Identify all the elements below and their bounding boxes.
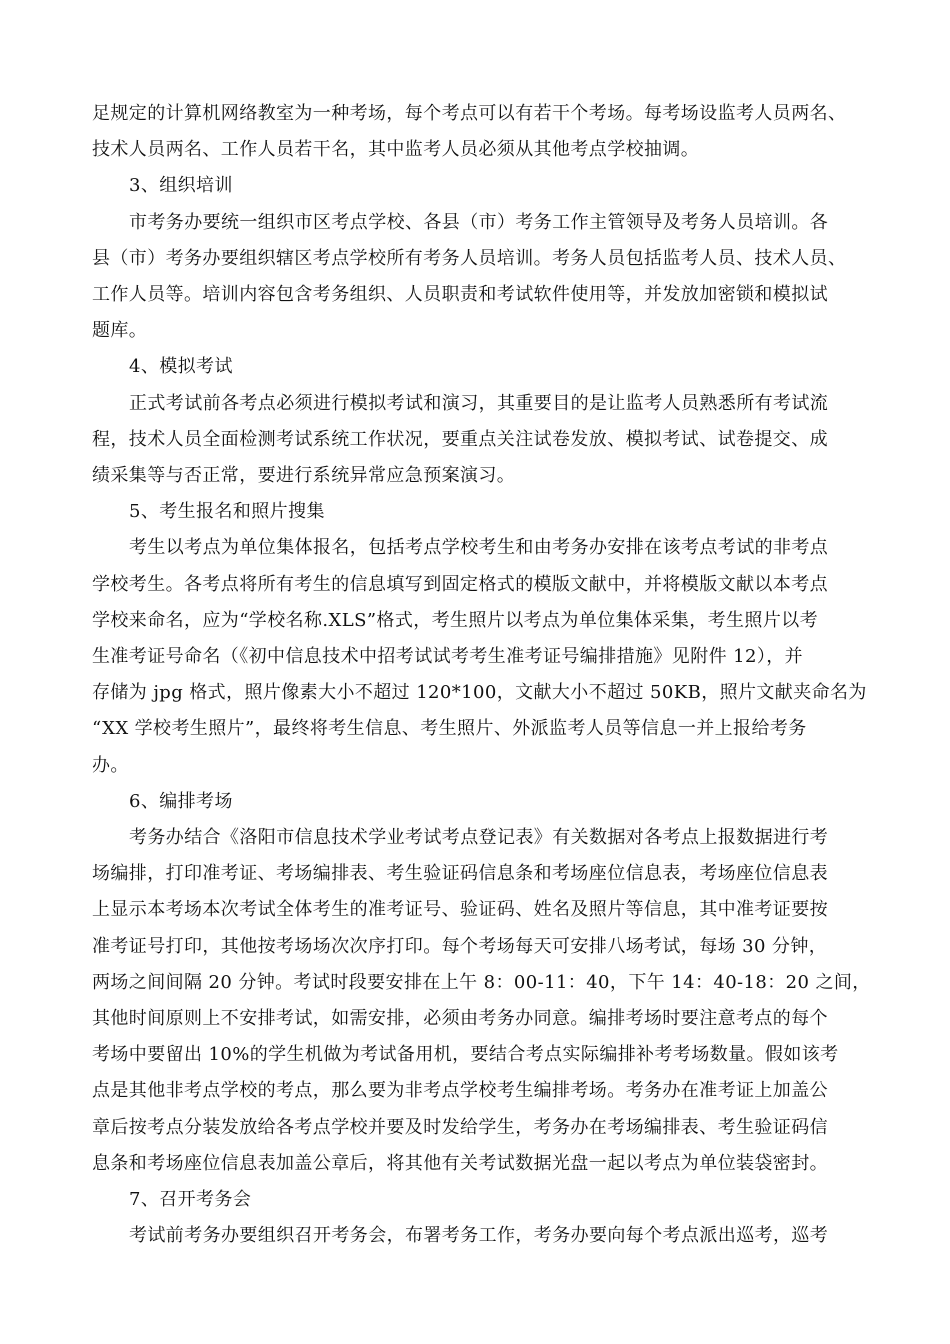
paragraph-line: 两场之间间隔 20 分钟。考试时段要安排在上午 8：00-11：40，下午 14：40-18：20 之间， xyxy=(92,971,871,993)
paragraph-line: 绩采集等与否正常，要进行系统异常应急预案演习。 xyxy=(92,465,516,486)
paragraph-line: 学校考生。各考点将所有考生的信息填写到固定格式的模版文献中，并将模版文献以本考点 xyxy=(92,573,828,595)
paragraph-line: 存储为 jpg 格式，照片像素大小不超过 120*100，文献大小不超过 50KB，照片文献夹命名为 xyxy=(92,682,867,704)
paragraph-line: 技术人员两名、工作人员若干名，其中监考人员必须从其他考点学校抽调。 xyxy=(92,139,700,161)
section-heading: 4、模拟考试 xyxy=(129,356,233,378)
section-heading: 3、组织培训 xyxy=(129,175,233,197)
paragraph-line: 市考务办要统一组织市区考点学校、各县（市）考务工作主管领导及考务人员培训。各 xyxy=(129,211,829,233)
paragraph-line: “XX 学校考生照片”，最终将考生信息、考生照片、外派监考人员等信息一并上报给考务 xyxy=(92,718,807,740)
paragraph-line: 考试前考务办要组织召开考务会，布署考务工作，考务办要向每个考点派出巡考，巡考 xyxy=(129,1225,829,1247)
paragraph-line: 考生以考点为单位集体报名，包括考点学校考生和由考务办安排在该考点考试的非考点 xyxy=(129,537,829,559)
paragraph-line: 题库。 xyxy=(92,320,148,342)
paragraph-line: 生准考证号命名（《初中信息技术中招考试试考考生准考证号编排措施》见附件 12），并 xyxy=(92,646,804,667)
paragraph-line: 办。 xyxy=(92,754,129,776)
paragraph-line: 足规定的计算机网络教室为一种考场，每个考点可以有若干个考场。每考场设监考人员两名、 xyxy=(92,103,847,124)
section-heading: 6、编排考场 xyxy=(129,790,233,812)
paragraph-line: 程，技术人员全面检测考试系统工作状况，要重点关注试卷发放、模拟考试、试卷提交、成 xyxy=(92,428,828,450)
paragraph-line: 场编排，打印准考证、考场编排表、考生验证码信息条和考场座位信息表，考场座位信息表 xyxy=(92,863,828,885)
paragraph-line: 工作人员等。培训内容包含考务组织、人员职责和考试软件使用等，并发放加密锁和模拟试 xyxy=(92,284,828,305)
paragraph-line: 息条和考场座位信息表加盖公章后，将其他有关考试数据光盘一起以考点为单位装袋密封。 xyxy=(92,1152,828,1174)
paragraph-line: 县（市）考务办要组织辖区考点学校所有考务人员培训。考务人员包括监考人员、技术人员、 xyxy=(92,247,847,269)
paragraph-line: 考场中要留出 10%的学生机做为考试备用机，要结合考点实际编排补考考场数量。假如该考 xyxy=(92,1044,839,1066)
paragraph-line: 章后按考点分装发放给各考点学校并要及时发给学生，考务办在考场编排表、考生验证码信 xyxy=(92,1116,828,1138)
paragraph-line: 学校来命名，应为“学校名称.XLS”格式，考生照片以考点为单位集体采集，考生照片以考 xyxy=(92,609,819,631)
section-heading: 7、召开考务会 xyxy=(129,1189,252,1210)
paragraph-line: 其他时间原则上不安排考试，如需安排，必须由考务办同意。编排考场时要注意考点的每个 xyxy=(92,1008,828,1029)
paragraph-line: 正式考试前各考点必须进行模拟考试和演习，其重要目的是让监考人员熟悉所有考试流 xyxy=(129,392,829,414)
section-heading: 5、考生报名和照片搜集 xyxy=(129,501,325,523)
paragraph-line: 上显示本考场本次考试全体考生的准考证号、验证码、姓名及照片等信息，其中准考证要按 xyxy=(92,899,828,921)
paragraph-line: 考务办结合《洛阳市信息技术学业考试考点登记表》有关数据对各考点上报数据进行考 xyxy=(129,827,829,848)
paragraph-line: 准考证号打印，其他按考场场次次序打印。每个考场每天可安排八场考试，每场 30 分钟， xyxy=(92,935,828,957)
paragraph-line: 点是其他非考点学校的考点，那么要为非考点学校考生编排考场。考务办在准考证上加盖公 xyxy=(92,1080,828,1102)
